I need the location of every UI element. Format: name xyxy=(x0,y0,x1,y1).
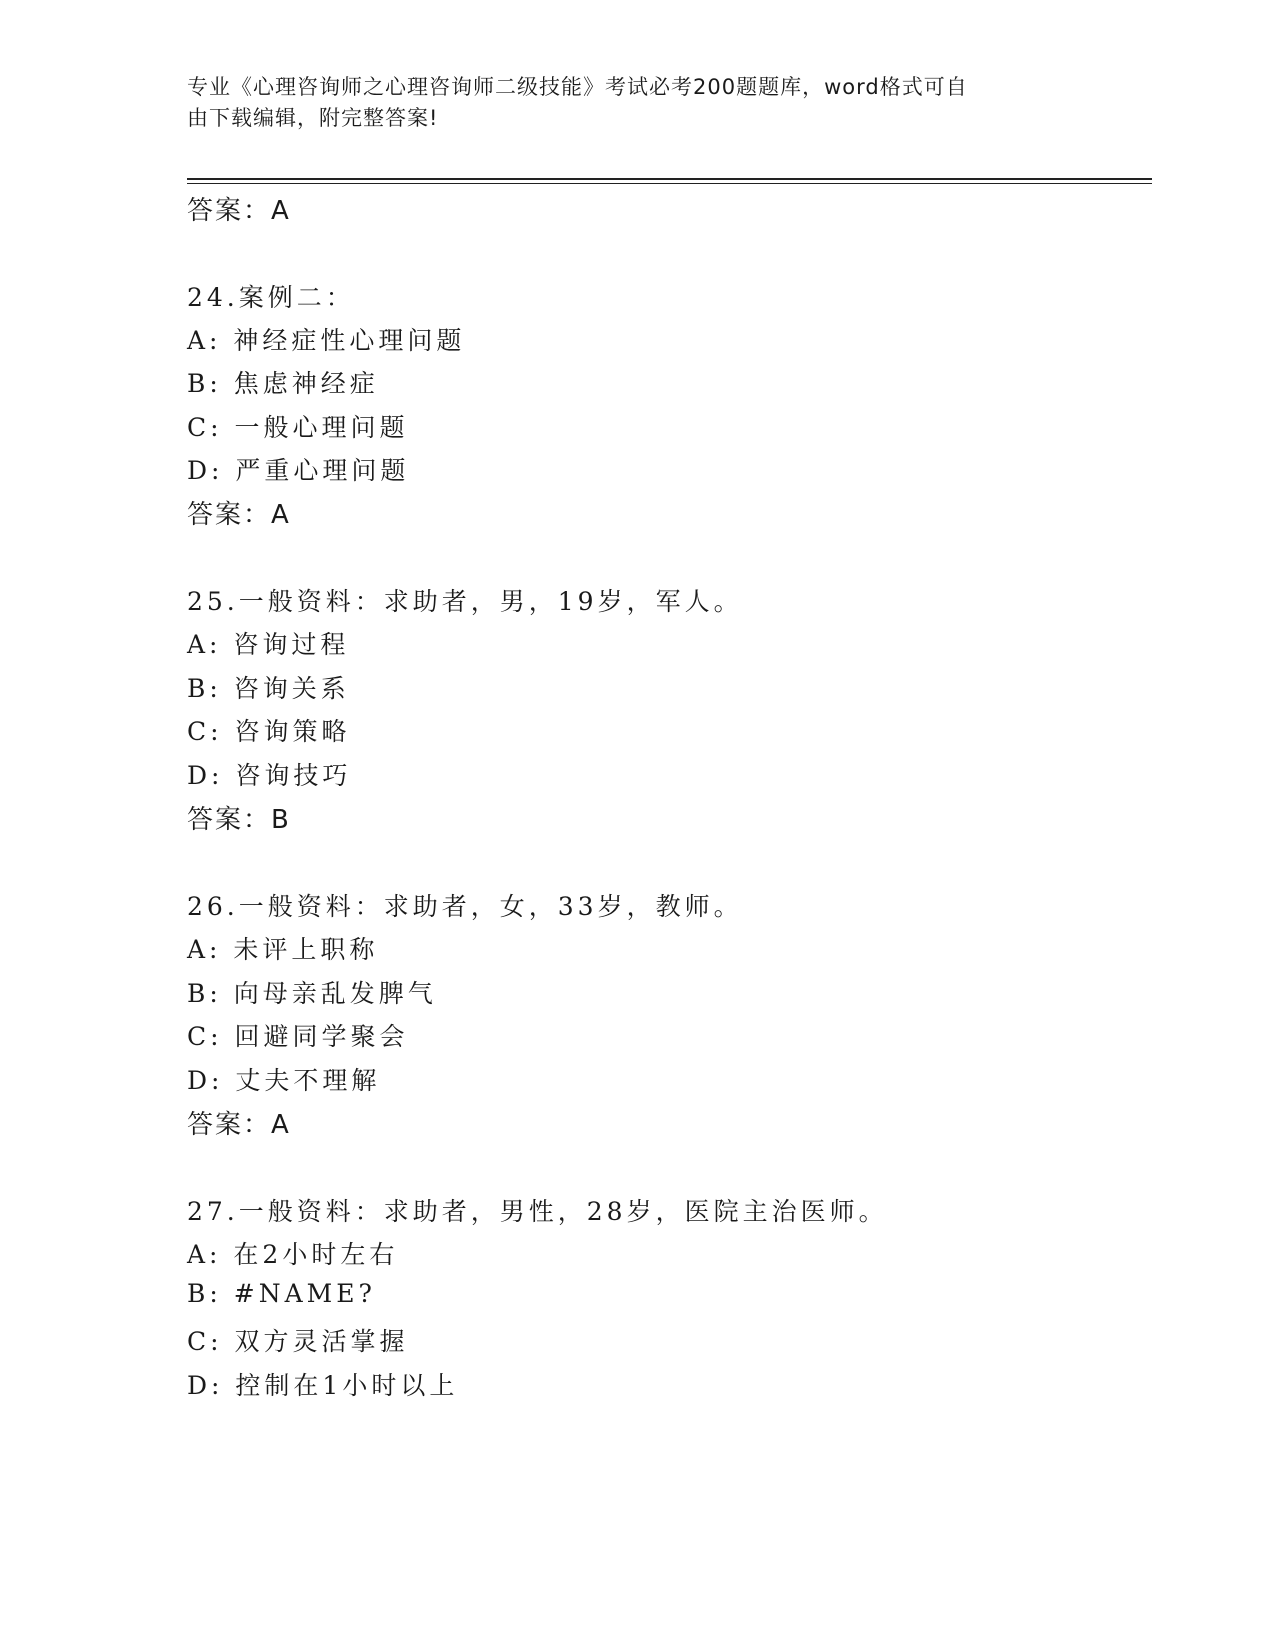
option-a: A: 在2小时左右 xyxy=(187,1240,399,1269)
answer-line: 答案：A xyxy=(187,1110,291,1140)
question-title: 25.一般资料：求助者，男，19岁，军人。 xyxy=(187,587,743,616)
header-rule-thin xyxy=(187,183,1152,184)
option-d: D: 咨询技巧 xyxy=(187,761,352,790)
option-d: D: 严重心理问题 xyxy=(187,456,410,485)
question-title: 26.一般资料：求助者，女，33岁，教师。 xyxy=(187,892,743,921)
header-line-1: 专业《心理咨询师之心理咨询师二级技能》考试必考200题题库，word格式可自 xyxy=(187,75,968,99)
option-c: C: 一般心理问题 xyxy=(187,413,409,442)
answer-line: 答案：B xyxy=(187,805,291,835)
option-b: B: #NAME? xyxy=(187,1279,376,1308)
option-a: A: 神经症性心理问题 xyxy=(187,326,466,355)
option-c: C: 咨询策略 xyxy=(187,717,351,746)
option-d: D: 控制在1小时以上 xyxy=(187,1371,459,1400)
option-a: A: 未评上职称 xyxy=(187,935,379,964)
header-rule-thick xyxy=(187,178,1152,180)
option-a: A: 咨询过程 xyxy=(187,630,350,659)
document-header xyxy=(187,72,1067,134)
answer-line: 答案：A xyxy=(187,500,291,530)
option-b: B: 焦虑神经症 xyxy=(187,369,379,398)
header-line-2: 由下载编辑，附完整答案! xyxy=(187,106,439,130)
option-c: C: 双方灵活掌握 xyxy=(187,1327,409,1356)
option-b: B: 咨询关系 xyxy=(187,674,350,703)
answer-line: 答案：A xyxy=(187,196,291,226)
option-d: D: 丈夫不理解 xyxy=(187,1066,381,1095)
option-b: B: 向母亲乱发脾气 xyxy=(187,979,437,1008)
question-title: 24.案例二： xyxy=(187,283,355,312)
option-c: C: 回避同学聚会 xyxy=(187,1022,409,1051)
question-title: 27.一般资料：求助者，男性，28岁，医院主治医师。 xyxy=(187,1197,888,1226)
